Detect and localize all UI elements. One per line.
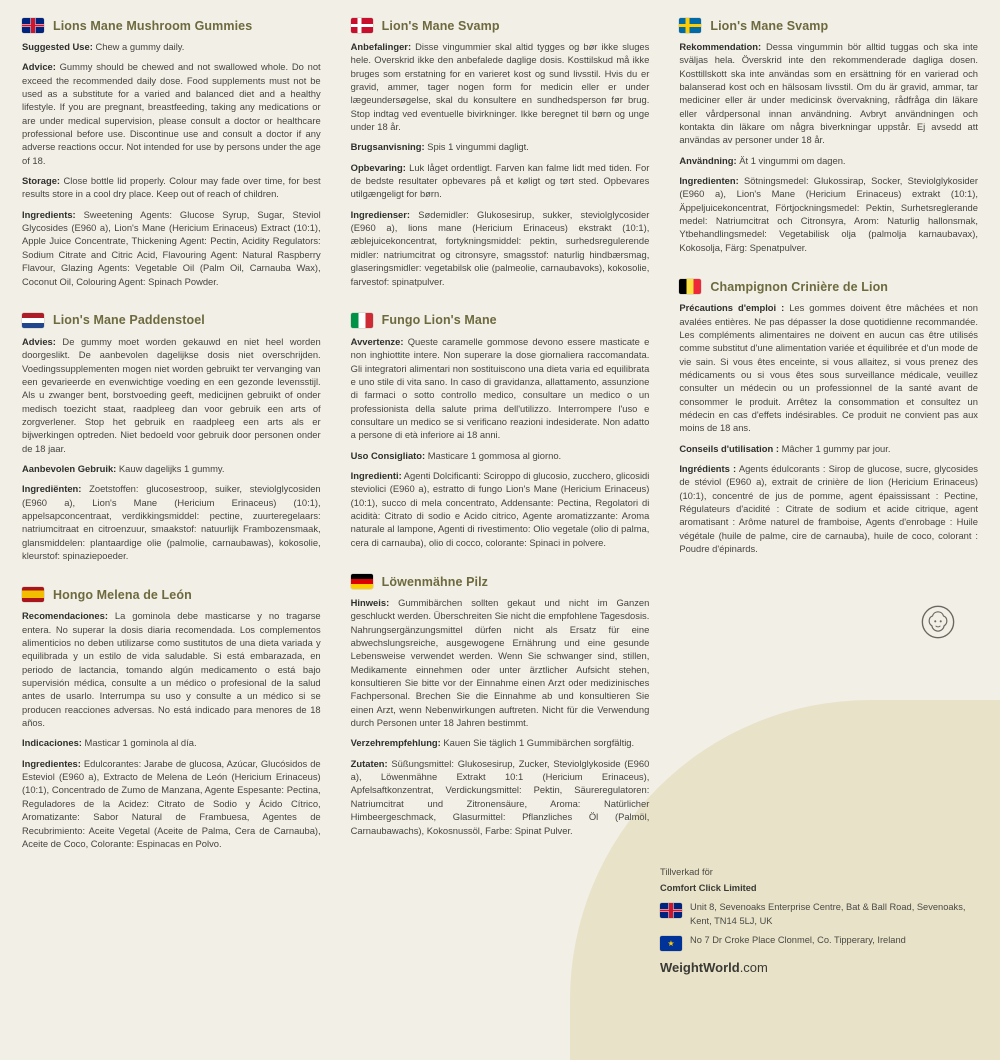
paragraph-text: Gummibärchen sollten gekaut und nicht im Ganzen geschluckt werden. Überschreiten Sie nicht die empfohlene Tagesdosis. Nahrungsergänzungsmittel dürfen nicht als Ersatz für eine abwechslungsreiche, ausgewogene Ernährung und eine gesunde Lebensweise verwendet werden. Wenn Sie schwanger sind, stillen, Medikamente einnehmen oder unter ärztlicher Aufsicht stehen, konsultieren Sie bitte vor der Einnahme einen Arzt oder medizinisches Fachpersonal. Brechen Sie die Einnahme ab und konsultieren Sie einen Arzt, wenn Nebenwirkungen auftreten. Nicht für die Verwendung durch Personen unter 18 Jahren bestimmt. (350, 597, 650, 729)
paragraph-label: Användning: (679, 154, 737, 166)
paragraph (22, 208, 321, 288)
paragraph (22, 174, 321, 201)
paragraph-label: Ingrédients : (679, 462, 737, 474)
paragraph-text: Masticar 1 gominola al día. (81, 737, 197, 749)
panel-title-es: Hongo Melena de León (53, 587, 192, 602)
panel-title-da: Lion's Mane Svamp (381, 18, 500, 33)
paragraph-label: Uso Consigliato: (350, 449, 426, 461)
paragraph-label: Ingredienser: (350, 208, 411, 220)
paragraph (22, 482, 321, 562)
paragraph-label: Indicaciones: (22, 737, 82, 749)
brand-logo-bold: WeightWorld (660, 960, 740, 976)
paragraph (351, 40, 650, 133)
paragraph-text: Agents édulcorants : Sirop de glucose, sucre, glycosides de stéviol (E960 a), extrait de crinière de lion (Hericium Erinaceus) (10:1), concentré de jus de pomme, agent épaississant : Pectine, Régulateurs d'acidité : Citrate de sodium et acide citrique, agent aromatisant : Arôme naturel de framboise, Agents d'enrobage : Huile végétale (huile de palme, cire de carnauba), huile de coco, colorant : Poudre d'épinards. (679, 462, 978, 554)
footer-address-eu (660, 934, 970, 951)
paragraph-label: Ingredients: (22, 208, 76, 220)
panel-nl (22, 313, 321, 570)
column-middle (351, 18, 650, 982)
panel-header-en (22, 18, 321, 33)
brand-logo-domain: .com (739, 960, 768, 976)
paragraph-text: Agenti Dolcificanti: Sciroppo di glucosio, zucchero, glicosidi steviolici (E960 a), estratto di fungo Lion's Mane (Hericium Erinaceus) (10:1), succo di mela concentrato, Addensante: Pectina, Regolatori di acidità: Citrato di sodio e Acido citrico, Agente aromatizzante: Aroma naturale al lampone, Agenti di rivestimento: Olio vegetale (olio di palma, cera di carnauba), olio di cocco, colorante: Spinaci in polvere. (350, 469, 650, 548)
paragraph-text: Les gommes doivent être mâchées et non avalées entières. Ne pas dépasser la dose quotidienne recommandée. Les compléments alimentaires ne doivent en aucun cas être utilisés comme substitut d'une alimentation variée et équilibrée et d'un mode de vie sain. Si vous êtes enceinte, si vous allaitez, si vous prenez des médicaments ou si vous êtes sous surveillance médicale, veuillez consulter un médecin ou un professionnel de la santé avant de consommer le produit. Arrêtez la consommation et consultez un médecin en cas d'effets indésirables. Ce produit ne convient pas aux moins de 18 ans. (679, 302, 978, 434)
footer-company-name: Comfort Click Limited (660, 882, 757, 893)
panel-sv (679, 18, 978, 261)
paragraph-label: Avvertenze: (350, 335, 404, 347)
footer-made-for-label: Tillverkad för (660, 867, 713, 878)
denmark-flag-icon (351, 18, 373, 33)
paragraph-text: Süßungsmittel: Glukosesirup, Zucker, Steviolglykoside (E960 a), Löwenmähne Extrakt 10:1 (Hericium Erinaceus), Apfelsaftkonzentrat, Verdickungsmittel: Pektin, Säureregulatoren: Natriumcitrat und Zitronensäure, Aroma: Natürlicher Himbeergeschmack, Glasurmittel: Pflanzliches Öl (Palmöl, Carnaubawachs), Kokosnussöl, Farbe: Spinat Pulver. (350, 757, 650, 836)
paragraph (22, 757, 321, 850)
footer-address-text: No 7 Dr Croke Place Clonmel, Co. Tipperary, Ireland (690, 935, 906, 946)
paragraph (351, 449, 650, 462)
eu-flag-icon (660, 936, 682, 951)
brand-logo (660, 959, 970, 978)
paragraph-text: Gummy should be chewed and not swallowed whole. Do not exceed the recommended daily dose. Food supplements must not be used as a substitute for a varied and balanced diet and a healthy lifestyle. If you are pregnant, breastfeeding, taking any medications or are under medical supervision, please consult a doctor or healthcare professional before use. Discontinue use and consult a doctor if any adverse reactions occur. Not intended for use by persons under the age of 18. (22, 61, 321, 166)
paragraph-text: Sødemidler: Glukosesirup, sukker, steviolglycosider (E960 a), lions mane (Hericium Erinaceus) ekstrakt (10:1), æblejuicekoncentrat, fortykningsmiddel: pektin, surhedsregulerende midler: natriumcitrat og citronsyre, smagsstof: naturlig hindbærsmag, glaseringsmidler: vegetabilsk olie (palmeolie, carnaubavoks), kokosolie, farvestof: spinatpulver. (350, 208, 650, 287)
paragraph (351, 469, 650, 549)
paragraph (351, 757, 650, 837)
paragraph-label: Ingrediënten: (22, 483, 82, 495)
paragraph (22, 40, 321, 53)
panel-fr (679, 279, 978, 562)
paragraph-text: Chew a gummy daily. (92, 41, 185, 52)
paragraph (351, 208, 650, 288)
paragraph-text: Luk låget ordentligt. Farven kan falme lidt med tiden. For de bedste resultater opbevares på et køligt og tørt sted. Opbevares utilgængeligt for børn. (350, 161, 650, 200)
paragraph (22, 462, 321, 475)
paragraph (679, 174, 978, 254)
paragraph (351, 736, 650, 749)
netherlands-flag-icon (22, 313, 44, 328)
paragraph-label: Opbevaring: (350, 161, 406, 173)
paragraph-text: La gominola debe masticarse y no tragarse entera. No superar la dosis diaria recomendada. Los complementos alimenticios no deben utilizarse como sustitutos de una dieta variada y equilibrada y un estilo de vida saludable. Si está embarazada, en periodo de lactancia, tomando algún medicamento o está bajo supervisión médica, consulte a un médico o profesional de la salud antes de usarlo. Interrumpa su uso y consulte a un médico si se producen reacciones adversas. No está indicado para menores de 18 años. (22, 610, 321, 729)
paragraph-label: Brugsanvisning: (350, 141, 425, 153)
paragraph-text: Masticare 1 gommosa al giorno. (425, 449, 562, 461)
paragraph (679, 154, 978, 167)
paragraph-label: Advice: (22, 61, 56, 73)
paragraph-label: Rekommendation: (679, 41, 762, 52)
panel-title-nl: Lion's Mane Paddenstoel (53, 313, 205, 328)
paragraph-text: Zoetstoffen: glucosestroop, suiker, steviolglycosiden (E960 a), Lion's Mane (Hericium Erinaceus) (10:1), appelsapconcentraat, verdikkingsmiddel: pectine, zuurteregelaars: natriumcitraat en citroenzuur, smaakstof: natuurlijk Frambozensmaak, glansmiddelen: plantaardige olie (palmolie, carnaubawas), kokosolie, kleurstof: spinaziepoeder. (22, 483, 321, 561)
paragraph (22, 335, 321, 455)
belgium-flag-icon (679, 279, 701, 294)
uk-flag-icon (22, 18, 44, 33)
panel-title-de: Löwenmähne Pilz (381, 574, 489, 589)
paragraph-label: Advies: (22, 335, 56, 347)
paragraph (22, 60, 321, 167)
column-right (679, 18, 978, 982)
paragraph-text: Kauen Sie täglich 1 Gummibärchen sorgfältig. (440, 737, 635, 749)
paragraph (679, 442, 978, 455)
paragraph (351, 140, 650, 153)
panel-header-nl (22, 313, 321, 328)
panel-header-fr (679, 279, 978, 294)
paragraph (351, 335, 650, 442)
paragraph (351, 596, 650, 729)
panel-header-de (351, 574, 650, 589)
paragraph-label: Aanbevolen Gebruik: (22, 462, 117, 474)
panel-en (22, 18, 321, 295)
paragraph-text: Queste caramelle gommose devono essere masticate e non inghiottite intere. Non superare la dose giornaliera raccomandata. Gli integratori alimentari non sostituiscono una dieta varia ed equilibrata e uno stile di vita sano. In caso di gravidanza, allattamento, assunzione di farmaci o sotto controllo medico, consultare un medico o un professionista della salute prima dell'utilizzo. Interrompere l'uso e consultare un medico se si verificano reazioni indesiderate. Non adatto a persone di età inferiore ai 18 anni. (350, 335, 650, 441)
paragraph-label: Précautions d'emploi : (679, 302, 785, 314)
panel-da (351, 18, 650, 295)
paragraph (679, 462, 978, 555)
paragraph (22, 736, 321, 749)
paragraph-text: Disse vingummier skal altid tygges og bør ikke sluges hele. Overskrid ikke den anbefalede daglige dosis. Kosttilskud må ikke bruges som erstatning for en varieret kost og sund livsstil. Hvis du er gravid, ammer, tager nogen form for medicin eller er under lægeundersøgelse, skal du konsultere en sundhedsperson før brug. Stop indtag ved eventuelle bivirkninger. Ikke beregnet til børn og unge under 18 år. (350, 41, 650, 133)
panel-header-sv (679, 18, 978, 33)
footer-address-uk (660, 901, 970, 928)
panel-header-es (22, 587, 321, 602)
panel-it (351, 313, 650, 556)
paragraph-text: Dessa vingummin bör alltid tuggas och ska inte sväljas hela. Överskrid inte den rekommenderade dagliga dosen. Kosttillskott ska inte användas som en ersättning för en varierad och balanserad kost och en hälsosam livsstil. Om du är gravid, ammar, tar mediciner eller är under medicinsk övervakning, rådfråga din läkare eller vårdpersonal innan användning. Avbryt användningen och kontakta din läkare om några biverkningar uppstår. Ej avsedd att användas av personer under 18 år. (679, 41, 978, 146)
paragraph-label: Ingredienten: (679, 175, 739, 187)
paragraph-text: Mâcher 1 gummy par jour. (778, 442, 891, 454)
paragraph-label: Hinweis: (350, 597, 390, 608)
column-left (22, 18, 321, 982)
footer-address-text: Unit 8, Sevenoaks Enterprise Centre, Bat & Ball Road, Sevenoaks, Kent, TN14 5LJ, UK (690, 902, 966, 926)
paragraph-label: Anbefalinger: (350, 41, 412, 52)
panel-es (22, 587, 321, 857)
paragraph-text: Spis 1 vingummi dagligt. (424, 141, 529, 153)
paragraph-text: Sweetening Agents: Glucose Syrup, Sugar, Steviol Glycosides (E960 a), Lion's Mane (Hericium Erinaceus) Extract (10:1), Apple Juice Concentrate, Thickening Agent: Pectin, Acidity Regulators: Sodium Citrate and Citric Acid, Flavouring Agent: Natural Raspberry Flavour, Glazing Agents: Vegetable Oil (Palm Oil, Carnauba Wax), Coconut Oil, Colouring Agent: Spinach Powder. (22, 208, 321, 287)
uk-flag-icon (660, 903, 682, 918)
paragraph-label: Suggested Use: (22, 41, 93, 52)
paragraph-text: Sötningsmedel: Glukossirap, Socker, Steviolglykosider (E960 a), Lion's Mane (Hericium Erinaceus) extrakt (10:1), Äppeljuicekoncentrat, Förtjockningsmedel: Pektin, Surhetsreglerande medel: Natriumcitrat och Citronsyra, Arom: Naturlig hallonsmak, Ytbehandlingsmedel: Vegetabilisk olja (palmolja karnaubavax), Kokosolja, Färg: Spenatpulver. (679, 175, 978, 253)
footer-manufacturer-block (660, 866, 970, 978)
paragraph-label: Storage: (22, 175, 61, 187)
panel-de (351, 574, 650, 844)
paragraph (679, 40, 978, 147)
panel-header-it (351, 313, 650, 328)
paragraph-text: De gummy moet worden gekauwd en niet heel worden doorgeslikt. De aanbevolen dagelijkse dosis niet overschrijden. Voedingssupplementen mogen niet worden gebruikt ter vervanging van een gevarieerde en evenwichtige voeding en een gezonde levensstijl. Als u zwanger bent, borstvoeding geeft, medicijnen gebruikt of onder medisch toezicht staat, raadpleeg dan voor gebruik een arts of zorgverlener. Stop het gebruik en raadpleeg een arts als er bijwerkingen optreden. Niet bedoeld voor gebruik door personen onder de 18 jaar. (22, 335, 321, 454)
italy-flag-icon (351, 313, 373, 328)
panel-title-sv: Lion's Mane Svamp (710, 18, 829, 33)
paragraph (679, 301, 978, 434)
paragraph-label: Verzehrempfehlung: (350, 737, 441, 749)
panel-title-fr: Champignon Crinière de Lion (710, 279, 889, 294)
sweden-flag-icon (679, 18, 701, 33)
paragraph (22, 609, 321, 729)
panel-title-en: Lions Mane Mushroom Gummies (53, 18, 253, 33)
paragraph-text: Close bottle lid properly. Colour may fade over time, for best results store in a cool dry place. Keep out of reach of children. (22, 175, 321, 200)
paragraph-label: Conseils d'utilisation : (679, 442, 779, 454)
lion-logo-icon (921, 605, 955, 639)
paragraph-label: Ingredientes: (22, 757, 81, 769)
paragraph-label: Zutaten: (350, 757, 388, 769)
paragraph-text: Edulcorantes: Jarabe de glucosa, Azúcar, Glucósidos de Esteviol (E960 a), Extracto de Melena de León (Hericium Erinaceus) (10:1), Concentrado de Zumo de Manzana, Agente Espesante: Pectina, Reguladores de la Acidez: Citrato de Sodio y Ácido Cítrico, Aromatizante: Sabor Natural de Frambuesa, Agentes de Recubrimiento: Aceite Vegetal (Aceite de Palma, Cera de Carnauba), Aceite de Coco, Colorante: Espinacas en Polvo. (22, 757, 321, 849)
paragraph-text: Ät 1 vingummi om dagen. (736, 154, 846, 166)
paragraph (351, 161, 650, 201)
panel-header-da (351, 18, 650, 33)
paragraph-label: Recomendaciones: (22, 610, 108, 622)
panel-title-it: Fungo Lion's Mane (381, 313, 497, 328)
paragraph-text: Kauw dagelijks 1 gummy. (116, 462, 225, 474)
germany-flag-icon (351, 574, 373, 589)
spain-flag-icon (22, 587, 44, 602)
paragraph-label: Ingredienti: (350, 469, 402, 481)
